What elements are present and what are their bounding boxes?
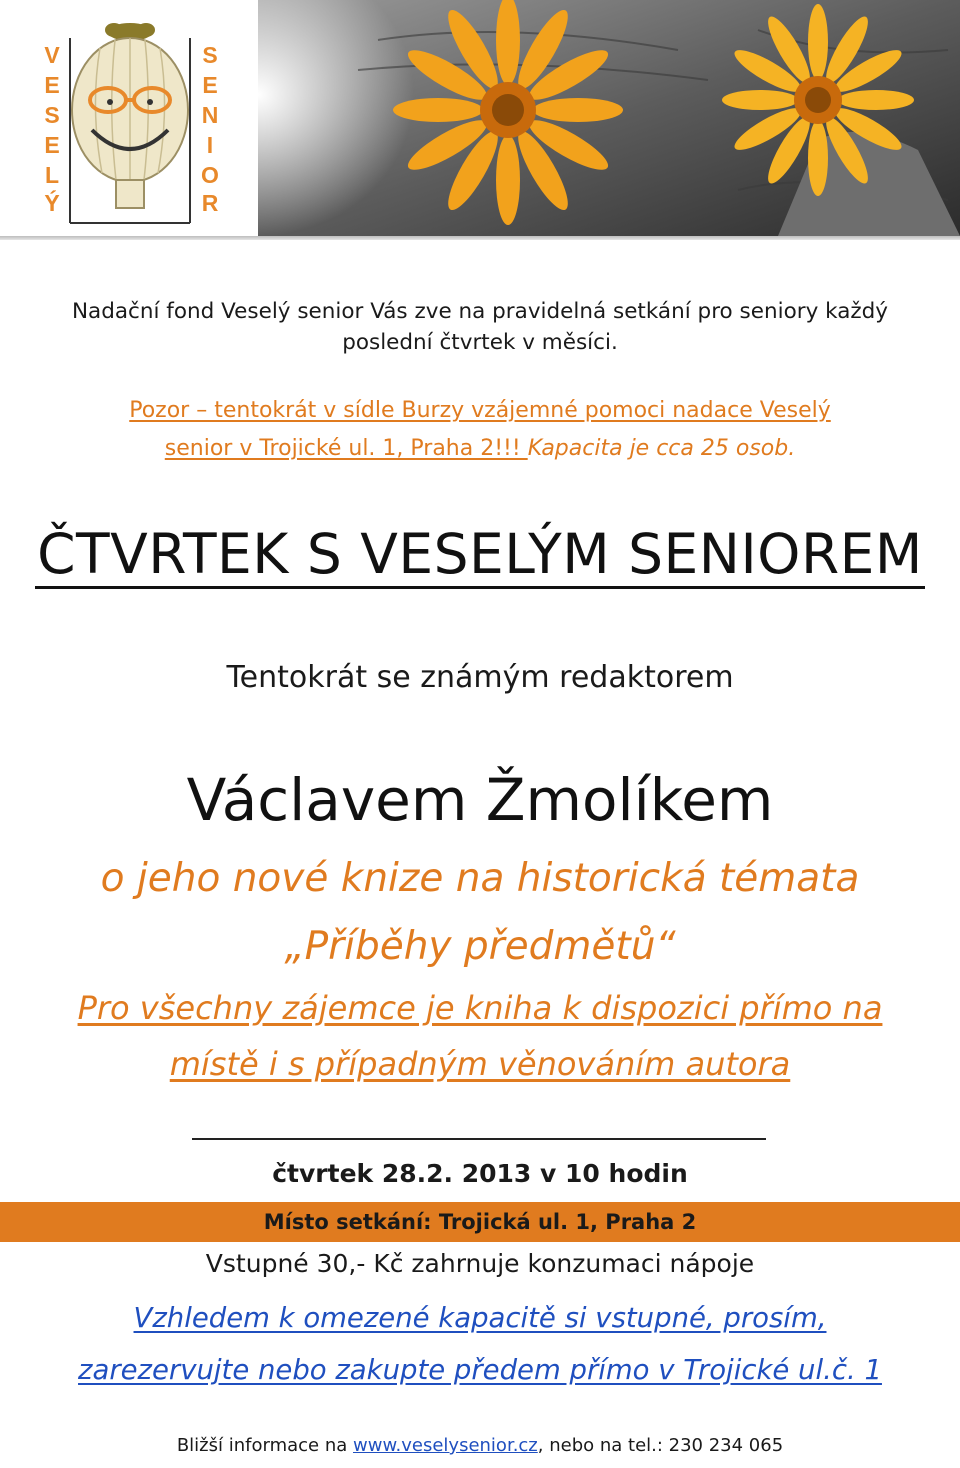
logo-letter: O [201,162,219,188]
footer-phone: , nebo na tel.: 230 234 065 [537,1435,784,1456]
footer-prefix: Bližší informace na [176,1435,353,1456]
notice-line [0,430,960,468]
intro-line: poslední čtvrtek v měsíci. [342,330,618,355]
notice-capacity: Kapacita je cca 25 osob. [527,436,796,461]
notice-line: Pozor – tentokrát v sídle Burzy vzájemné pomoci nadace Veselý [129,398,831,423]
divider-line [192,1138,766,1140]
location-notice [0,392,960,468]
event-subtitle: Tentokrát se známým redaktorem [226,660,734,695]
intro-text [0,296,960,358]
reservation-line: zarezervujte nebo zakupte předem přímo v Trojické ul.č. 1 [78,1354,882,1386]
logo-letter: N [201,102,219,128]
logo-letter: E [202,72,218,98]
logo-letter: S [202,42,218,68]
logo-letter: L [44,162,60,188]
event-place: Místo setkání: Trojická ul. 1, Praha 2 [263,1210,697,1234]
reservation-note [0,1292,960,1396]
header-divider [0,236,960,240]
footer-info [0,1432,960,1460]
intro-line: Nadační fond Veselý senior Vás zve na pravidelná setkání pro seniory každý [71,299,889,324]
flowers-eyes-photo-icon [258,0,960,236]
header-banner [0,0,960,240]
entry-fee: Vstupné 30,- Kč zahrnuje konzumaci nápoje [205,1249,755,1278]
event-date: čtvrtek 28.2. 2013 v 10 hodin [272,1159,688,1188]
book-availability [0,980,960,1092]
logo-letter: E [44,72,60,98]
vesely-senior-logo [30,18,230,228]
event-title [0,518,960,590]
logo-letter: I [206,132,214,158]
website-link[interactable]: www.veselysenior.cz [353,1435,538,1456]
book-title: „Příběhy předmětů“ [284,924,676,969]
reservation-line: Vzhledem k omezené kapacitě si vstupné, prosím, [133,1302,827,1334]
logo-letter: Ý [44,190,60,216]
availability-line: místě i s případným věnováním autora [169,1045,791,1083]
logo-letter: R [201,190,219,216]
header-photo [258,0,960,236]
availability-line: Pro všechny zájemce je kniha k dispozici přímo na [77,989,883,1027]
guest-name: Václavem Žmolíkem [186,766,774,834]
event-title-text: ČTVRTEK S VESELÝM SENIOREM [35,522,925,589]
notice-address: senior v Trojické ul. 1, Praha 2!!! [164,436,528,461]
logo-letter: S [44,102,60,128]
smiling-face-icon [30,18,230,228]
book-topic: o jeho nové knize na historická témata [100,856,860,901]
logo-letter: V [44,42,60,68]
logo-letter: E [44,132,60,158]
